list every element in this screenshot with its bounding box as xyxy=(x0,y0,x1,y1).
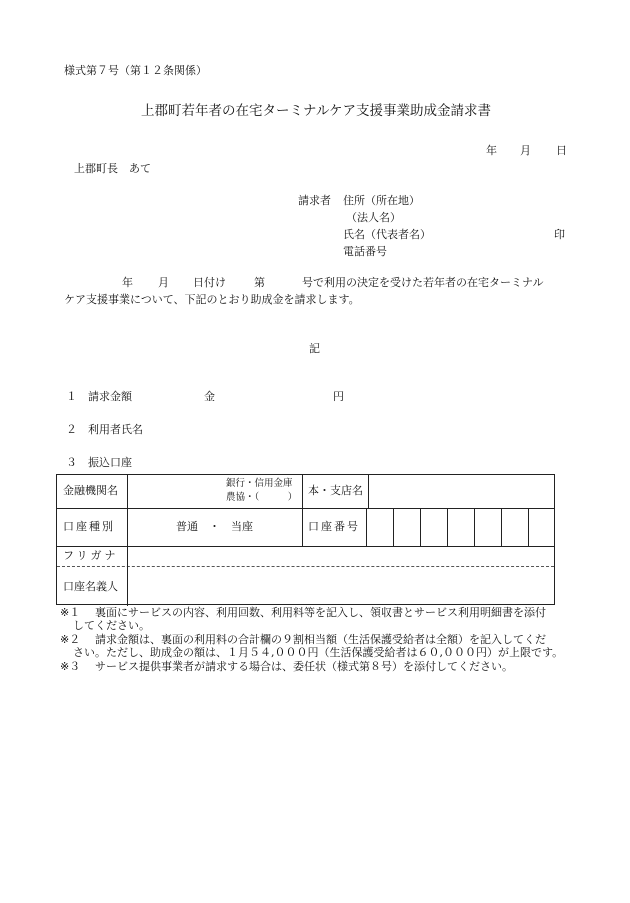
body-day-dated: 日付け xyxy=(193,276,226,289)
claimant-address: 住所（所在地） xyxy=(343,194,420,207)
note1-line1: 裏面にサービスの内容、利用回数、利用料等を記入し、領収書とサービス利用明細書を添付 xyxy=(95,606,546,619)
ki-heading: 記 xyxy=(309,342,320,355)
seal-mark: 印 xyxy=(554,228,565,241)
body-number-prefix: 第 xyxy=(254,276,265,289)
form-number: 様式第７号（第１２条関係） xyxy=(64,64,207,77)
body-year: 年 xyxy=(122,276,133,289)
account-holder-field[interactable] xyxy=(129,567,555,605)
note1-line2: してください。 xyxy=(73,619,150,632)
bank-account-table xyxy=(56,474,555,605)
claimant-phone: 電話番号 xyxy=(343,245,387,258)
transfer-label: ３ 振込口座 xyxy=(66,456,132,469)
bank-name-label: 金融機関名 xyxy=(63,484,118,497)
addressee: 上郡町長 あて xyxy=(74,162,151,175)
note3-mark: ※３ xyxy=(60,660,81,673)
claimant-name: 氏名（代表者名） xyxy=(343,228,431,241)
body-line2: ケア支援事業について、下記のとおり助成金を請求します。 xyxy=(64,293,360,306)
account-holder-label: 口座名義人 xyxy=(63,580,118,593)
amount-label: １ 請求金額 xyxy=(66,390,132,403)
furigana-label: フリガナ xyxy=(63,549,119,562)
claimant-corporate: （法人名） xyxy=(346,211,401,224)
body-month: 月 xyxy=(158,276,169,289)
furigana-field[interactable] xyxy=(129,547,555,566)
page-title: 上郡町若年者の在宅ターミナルケア支援事業助成金請求書 xyxy=(141,103,492,119)
note2-mark: ※２ xyxy=(60,633,81,646)
note3-line1: サービス提供事業者が請求する場合は、委任状（様式第８号）を添付してください。 xyxy=(95,660,513,673)
claimant-label: 請求者 xyxy=(298,194,331,207)
amount-kin: 金 xyxy=(204,390,215,403)
user-name-label: ２ 利用者氏名 xyxy=(66,423,143,436)
note1-mark: ※１ xyxy=(60,606,81,619)
account-number-label: 口座番号 xyxy=(308,520,360,533)
note2-line2: さい。ただし、助成金の額は、１月５４,０００円（生活保護受給者は６０,０００円）が上限です。 xyxy=(73,646,564,659)
note2-line1: 請求金額は、裏面の利用料の合計欄の９割相当額（生活保護受給者は全額）を記入してくだ xyxy=(95,633,546,646)
date-year: 年 xyxy=(486,144,497,157)
account-type-options[interactable]: 普通 ・ 当座 xyxy=(176,520,253,533)
account-number-field[interactable] xyxy=(367,509,555,546)
account-type-label: 口座種別 xyxy=(63,520,115,533)
bank-types-line2: 農協・（ ） xyxy=(226,492,298,503)
branch-field[interactable] xyxy=(369,475,554,508)
bank-types-line1: 銀行・信用金庫 xyxy=(226,478,293,489)
amount-yen: 円 xyxy=(333,390,344,403)
date-day: 日 xyxy=(556,144,567,157)
branch-label: 本・支店名 xyxy=(308,484,363,497)
body-line1-rest: 号で利用の決定を受けた若年者の在宅ターミナル xyxy=(302,276,544,289)
date-month: 月 xyxy=(520,144,531,157)
